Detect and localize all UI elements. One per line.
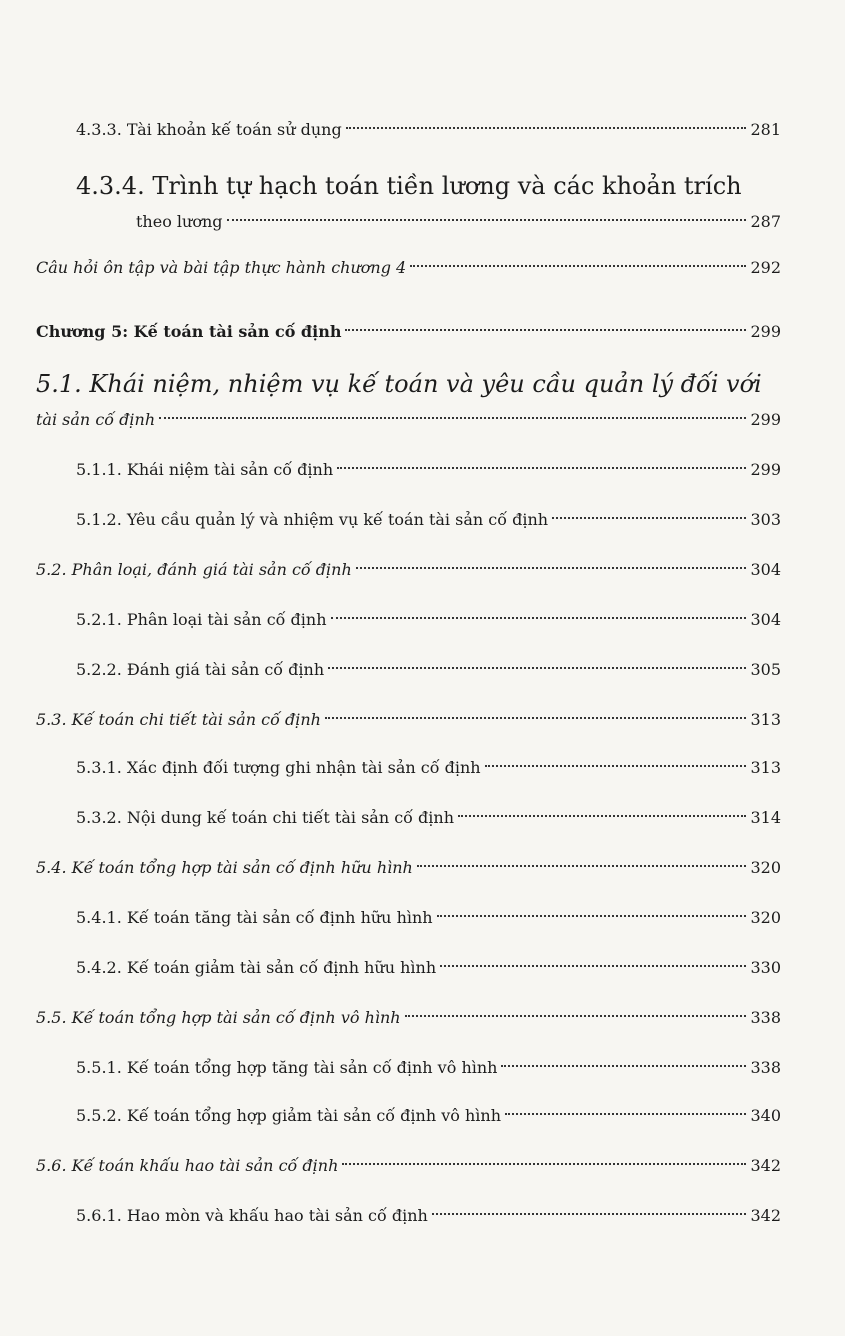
toc-entry-page: 340 xyxy=(750,1106,781,1125)
toc-entry-title: 5.5.2. Kế toán tổng hợp giảm tài sản cố định vô hình xyxy=(76,1106,502,1125)
toc-entry-page: 330 xyxy=(750,958,781,977)
toc-entry-page: 314 xyxy=(750,808,781,827)
toc-entry-page: 299 xyxy=(750,460,781,479)
toc-entry xyxy=(36,560,781,579)
dot-leader xyxy=(432,1213,747,1215)
toc-entry-title-line1: 5.1. Khái niệm, nhiệm vụ kế toán và yêu cầu quản lý đối với xyxy=(36,370,762,398)
toc-entry xyxy=(76,510,781,529)
toc-entry-page: 338 xyxy=(750,1058,781,1077)
toc-entry-page: 320 xyxy=(750,858,781,877)
toc-entry xyxy=(76,610,781,629)
toc-entry xyxy=(76,958,781,977)
toc-entry-page: 287 xyxy=(750,212,781,231)
toc-entry xyxy=(76,1106,781,1125)
dot-leader xyxy=(331,617,747,619)
toc-entry xyxy=(36,858,781,877)
toc-entry-page: 313 xyxy=(750,710,781,729)
toc-entry xyxy=(136,212,781,231)
dot-leader xyxy=(417,865,747,867)
dot-leader xyxy=(356,567,747,569)
toc-entry-title: 5.6. Kế toán khấu hao tài sản cố định xyxy=(36,1156,339,1175)
toc-entry-title: 5.4.1. Kế toán tăng tài sản cố định hữu hình xyxy=(76,908,433,927)
toc-entry-page: 342 xyxy=(750,1206,781,1225)
dot-leader xyxy=(337,467,746,469)
toc-entry xyxy=(76,908,781,927)
toc-entry-page: 281 xyxy=(750,120,781,139)
toc-entry xyxy=(36,258,781,277)
toc-entry xyxy=(76,120,781,139)
dot-leader xyxy=(501,1065,746,1067)
toc-entry-title: 5.5.1. Kế toán tổng hợp tăng tài sản cố định vô hình xyxy=(76,1058,498,1077)
toc-entry xyxy=(36,710,781,729)
toc-entry xyxy=(76,758,781,777)
dot-leader xyxy=(410,265,746,267)
toc-entry-page: 304 xyxy=(750,610,781,629)
toc-entry xyxy=(76,1206,781,1225)
toc-entry xyxy=(76,460,781,479)
toc-entry-page: 299 xyxy=(750,322,781,341)
toc-entry-page: 338 xyxy=(750,1008,781,1027)
toc-entry-title: 5.3.2. Nội dung kế toán chi tiết tài sản cố định xyxy=(76,808,455,827)
dot-leader xyxy=(346,127,747,129)
toc-entry-title: 5.3. Kế toán chi tiết tài sản cố định xyxy=(36,710,321,729)
dot-leader xyxy=(345,329,746,331)
dot-leader xyxy=(405,1015,747,1017)
dot-leader xyxy=(325,717,746,719)
dot-leader xyxy=(159,417,746,419)
toc-entry-title-line1: 4.3.4. Trình tự hạch toán tiền lương và các khoản trích xyxy=(76,172,742,200)
toc-entry-title: Câu hỏi ôn tập và bài tập thực hành chương 4 xyxy=(36,258,407,277)
toc-entry-page: 342 xyxy=(750,1156,781,1175)
toc-entry-title: 5.3.1. Xác định đối tượng ghi nhận tài sản cố định xyxy=(76,758,481,777)
toc-entry-page: 299 xyxy=(750,410,781,429)
toc-entry-title: theo lương xyxy=(136,212,223,231)
toc-entry-title: Chương 5: Kế toán tài sản cố định xyxy=(36,322,342,341)
dot-leader xyxy=(328,667,746,669)
toc-entry-title: 5.5. Kế toán tổng hợp tài sản cố định vô hình xyxy=(36,1008,401,1027)
toc-entry-title: 4.3.3. Tài khoản kế toán sử dụng xyxy=(76,120,342,139)
dot-leader xyxy=(552,517,746,519)
toc-entry-title: tài sản cố định xyxy=(36,410,156,429)
dot-leader xyxy=(342,1163,746,1165)
toc-entry-page: 320 xyxy=(750,908,781,927)
toc-entry-title: 5.1.1. Khái niệm tài sản cố định xyxy=(76,460,334,479)
toc-entry xyxy=(36,1008,781,1027)
toc-entry-page: 303 xyxy=(750,510,781,529)
toc-entry-page: 304 xyxy=(750,560,781,579)
dot-leader xyxy=(440,965,746,967)
toc-entry-title: 5.2.1. Phân loại tài sản cố định xyxy=(76,610,327,629)
toc-entry xyxy=(76,808,781,827)
toc-entry-title: 5.6.1. Hao mòn và khấu hao tài sản cố định xyxy=(76,1206,428,1225)
toc-entry-title: 5.4.2. Kế toán giảm tài sản cố định hữu hình xyxy=(76,958,437,977)
toc-entry-title: 5.2.2. Đánh giá tài sản cố định xyxy=(76,660,325,679)
dot-leader xyxy=(505,1113,746,1115)
toc-entry xyxy=(36,1156,781,1175)
dot-leader xyxy=(437,915,747,917)
toc-chapter-entry xyxy=(36,322,781,341)
toc-entry-title: 5.2. Phân loại, đánh giá tài sản cố định xyxy=(36,560,352,579)
toc-entry-title: 5.1.2. Yêu cầu quản lý và nhiệm vụ kế toán tài sản cố định xyxy=(76,510,549,529)
toc-entry-page: 313 xyxy=(750,758,781,777)
toc-entry xyxy=(76,1058,781,1077)
dot-leader xyxy=(227,219,747,221)
toc-entry-page: 292 xyxy=(750,258,781,277)
dot-leader xyxy=(485,765,747,767)
dot-leader xyxy=(458,815,746,817)
toc-entry xyxy=(36,410,781,429)
toc-entry-page: 305 xyxy=(750,660,781,679)
toc-entry-title: 5.4. Kế toán tổng hợp tài sản cố định hữu hình xyxy=(36,858,413,877)
toc-entry xyxy=(76,660,781,679)
